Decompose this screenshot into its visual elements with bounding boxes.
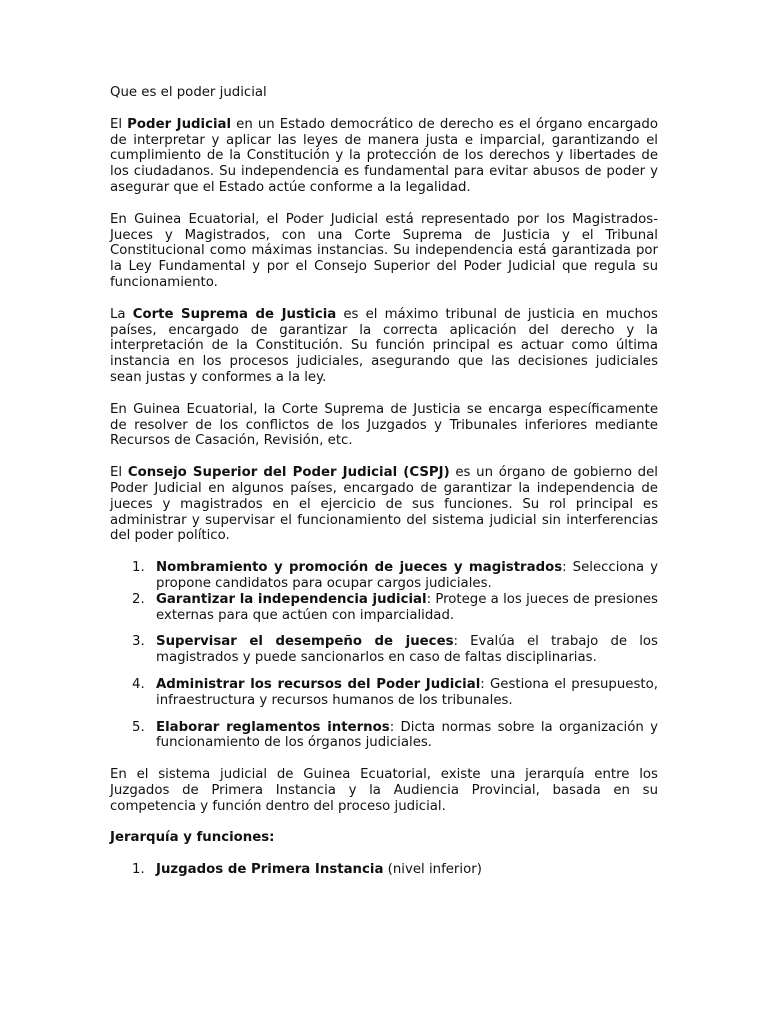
bold-term: Poder Judicial — [127, 116, 232, 132]
paragraph-text: es un órgano de gobierno del Poder Judicial en algunos países, encargado de garantizar la independencia de jueces y magistrados en el ejercicio de sus funciones. Su rol principal es administrar y supervisar el funcionamiento del sistema judicial sin interferencias del poder político. — [110, 465, 658, 544]
document-page — [110, 85, 658, 894]
paragraph-text: El — [110, 116, 128, 132]
list-item — [110, 592, 658, 624]
list-number: 1. — [132, 862, 145, 878]
paragraph-text: es el máximo tribunal de justicia en muchos países, encargado de garantizar la correcta aplicación del derecho y la interpretación de la Constitución. Su función principal es actuar como última instancia en los procesos judiciales, asegurando que las decisiones judiciales sean justas y conformes a la ley. — [110, 306, 658, 385]
functions-list — [110, 560, 658, 751]
list-number: 2. — [132, 591, 145, 607]
paragraph-poder-judicial — [110, 117, 658, 196]
list-number: 3. — [132, 634, 145, 650]
list-item — [110, 677, 658, 709]
list-item-title: Juzgados de Primera Instancia — [156, 862, 384, 878]
list-item-text: : Dicta normas sobre la organización y funcionamiento de los órganos judiciales. — [156, 719, 658, 751]
paragraph-jerarquia: En el sistema judicial de Guinea Ecuatorial, existe una jerarquía entre los Juzgados de Primera Instancia y la Audiencia Provincial, basada en su competencia y función dentro del proceso judicial. — [110, 767, 658, 814]
list-item-title: Supervisar el desempeño de jueces — [156, 634, 454, 650]
list-item-title: Nombramiento y promoción de jueces y magistrados — [156, 560, 563, 576]
paragraph-cspj — [110, 465, 658, 544]
section-heading: Jerarquía y funciones: — [110, 830, 275, 846]
list-item — [110, 720, 658, 752]
list-number: 5. — [132, 719, 145, 735]
list-number: 4. — [132, 676, 145, 692]
paragraph-corte-suprema — [110, 307, 658, 386]
list-item — [110, 560, 658, 592]
list-item-title: Elaborar reglamentos internos — [156, 719, 390, 735]
list-item — [110, 862, 658, 878]
bold-term: Corte Suprema de Justicia — [132, 306, 337, 322]
list-item-text: : Selecciona y propone candidatos para ocupar cargos judiciales. — [156, 560, 659, 591]
list-item-text: (nivel inferior) — [383, 862, 482, 878]
paragraph-text: en un Estado democrático de derecho es el órgano encargado de interpretar y aplicar las leyes de manera justa e imparcial, garantizando el cumplimiento de la Constitución y la protección de los derechos y libertades de los ciudadanos. Su independencia es fundamental para evitar abusos de poder y asegurar que el Estado actúe conforme a la legalidad. — [110, 116, 658, 195]
list-item-text: : Evalúa el trabajo de los magistrados y puede sancionarlos en caso de faltas disciplinarias. — [156, 634, 658, 666]
paragraph-text: El — [110, 465, 128, 481]
bold-term: Consejo Superior del Poder Judicial (CSPJ) — [127, 465, 450, 481]
list-item-text: : Gestiona el presupuesto, infraestructura y recursos humanos de los tribunales. — [156, 676, 658, 708]
hierarchy-list — [110, 862, 658, 878]
paragraph-guinea-poder-judicial: En Guinea Ecuatorial, el Poder Judicial está representado por los Magistrados-Jueces y Magistrados, con una Corte Suprema de Justicia y el Tribunal Constitucional como máximas instancias. Su independencia está garantizada por la Ley Fundamental y por el Consejo Superior del Poder Judicial que regula su funcionamiento. — [110, 211, 658, 290]
list-item-title: Garantizar la independencia judicial — [156, 591, 427, 607]
list-item — [110, 634, 658, 666]
list-item-title: Administrar los recursos del Poder Judicial — [156, 676, 481, 692]
paragraph-guinea-corte-suprema: En Guinea Ecuatorial, la Corte Suprema de Justicia se encarga específicamente de resolver de los conflictos de los Juzgados y Tribunales inferiores mediante Recursos de Casación, Revisión, etc. — [110, 401, 658, 449]
list-item-text: : Protege a los jueces de presiones externas para que actúen con imparcialidad. — [156, 591, 658, 623]
list-number: 1. — [132, 560, 145, 576]
paragraph-text: La — [110, 306, 133, 322]
document-title: Que es el poder judicial — [110, 85, 267, 100]
